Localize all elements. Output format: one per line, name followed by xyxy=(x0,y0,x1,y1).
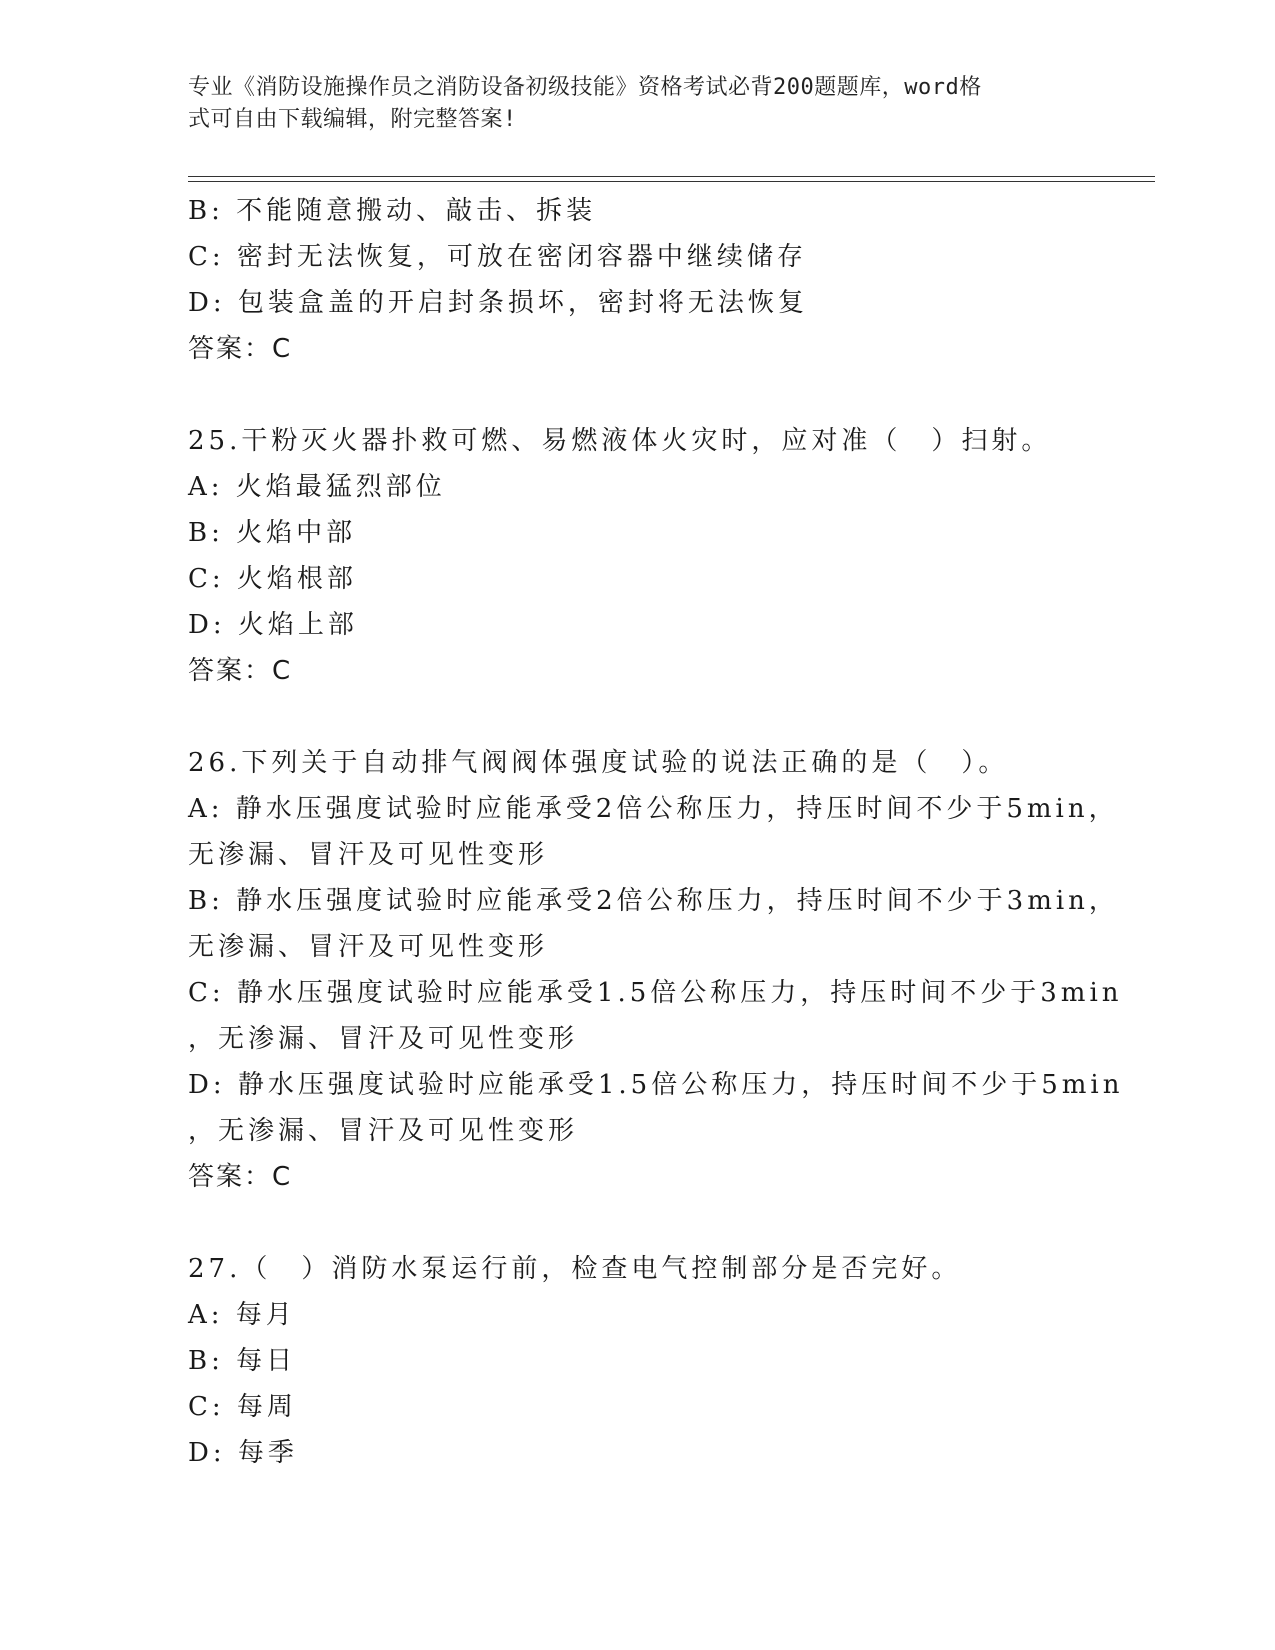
header-line-2: 式可自由下载编辑，附完整答案! xyxy=(188,107,517,132)
option-c: C: 每周 xyxy=(188,1392,297,1422)
answer: 答案：C xyxy=(188,1162,293,1192)
option-d-continued: ，无渗漏、冒汗及可见性变形 xyxy=(188,1116,579,1146)
header-line-1: 专业《消防设施操作员之消防设备初级技能》资格考试必背200题题库，word格 xyxy=(188,75,982,100)
question-list xyxy=(188,188,1124,1522)
answer: 答案：C xyxy=(188,334,293,364)
header-rule-bottom xyxy=(188,181,1155,182)
option-c: C: 密封无法恢复，可放在密闭容器中继续储存 xyxy=(188,242,807,272)
question-27 xyxy=(188,1246,1088,1476)
option-d: D: 火焰上部 xyxy=(188,610,358,640)
option-d: D: 包装盒盖的开启封条损坏，密封将无法恢复 xyxy=(188,288,808,318)
question-title: 25.干粉灭火器扑救可燃、易燃液体火灾时，应对准（ ）扫射。 xyxy=(188,426,1052,456)
option-a: A: 每月 xyxy=(188,1300,296,1330)
option-b-continued: 无渗漏、冒汗及可见性变形 xyxy=(188,932,549,962)
answer: 答案：C xyxy=(188,656,293,686)
option-a: A: 火焰最猛烈部位 xyxy=(188,472,446,502)
question-title: 26.下列关于自动排气阀阀体强度试验的说法正确的是（ ）。 xyxy=(188,748,1009,778)
option-d: D: 静水压强度试验时应能承受1.5倍公称压力，持压时间不少于5min xyxy=(188,1070,1124,1100)
header-rule-top xyxy=(188,176,1155,177)
option-b: B: 静水压强度试验时应能承受2倍公称压力，持压时间不少于3min， xyxy=(188,886,1119,916)
option-a: A: 静水压强度试验时应能承受2倍公称压力，持压时间不少于5min， xyxy=(188,794,1119,824)
question-title: 27.（ ）消防水泵运行前，检查电气控制部分是否完好。 xyxy=(188,1254,962,1284)
option-b: B: 每日 xyxy=(188,1346,297,1376)
question-25 xyxy=(188,418,1088,694)
question-26 xyxy=(188,740,1124,1200)
question-24 xyxy=(188,188,1088,372)
option-b: B: 火焰中部 xyxy=(188,518,357,548)
option-d: D: 每季 xyxy=(188,1438,298,1468)
option-a-continued: 无渗漏、冒汗及可见性变形 xyxy=(188,840,549,870)
document-header xyxy=(188,72,1068,136)
option-c: C: 静水压强度试验时应能承受1.5倍公称压力，持压时间不少于3min xyxy=(188,978,1123,1008)
option-c-continued: ，无渗漏、冒汗及可见性变形 xyxy=(188,1024,579,1054)
option-b: B: 不能随意搬动、敲击、拆装 xyxy=(188,196,597,226)
option-c: C: 火焰根部 xyxy=(188,564,357,594)
